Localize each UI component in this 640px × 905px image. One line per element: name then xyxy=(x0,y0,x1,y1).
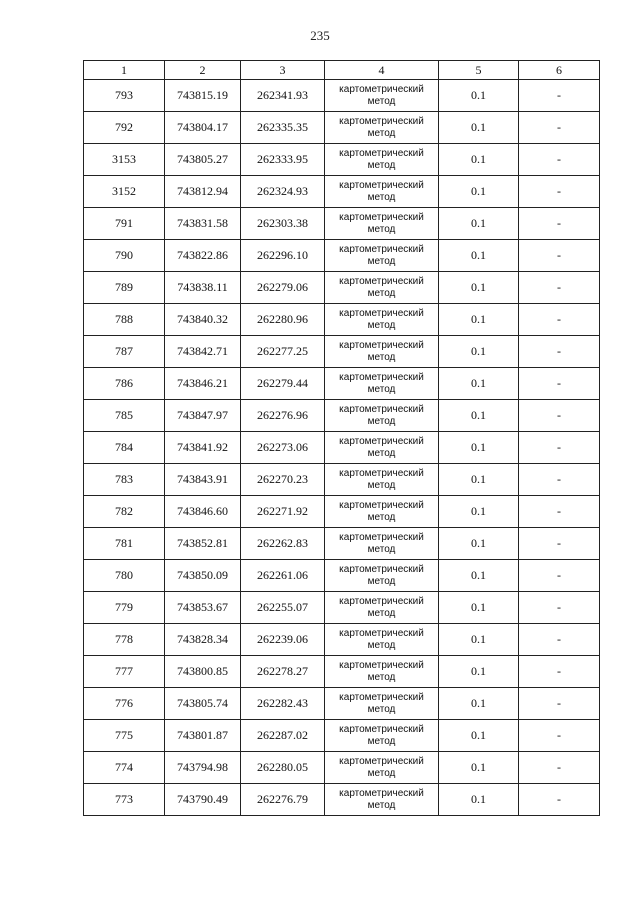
note-cell: - xyxy=(519,304,600,336)
accuracy-cell: 0.1 xyxy=(439,464,519,496)
y-coordinate-cell: 262273.06 xyxy=(241,432,325,464)
x-coordinate-cell: 743852.81 xyxy=(165,528,241,560)
x-coordinate-cell: 743847.97 xyxy=(165,400,241,432)
method-cell: картометрический метод xyxy=(325,112,439,144)
x-coordinate-cell: 743853.67 xyxy=(165,592,241,624)
point-number-cell: 792 xyxy=(84,112,165,144)
y-coordinate-cell: 262270.23 xyxy=(241,464,325,496)
note-cell: - xyxy=(519,176,600,208)
table-row xyxy=(84,112,600,144)
y-coordinate-cell: 262303.38 xyxy=(241,208,325,240)
y-coordinate-cell: 262276.96 xyxy=(241,400,325,432)
accuracy-cell: 0.1 xyxy=(439,560,519,592)
note-cell: - xyxy=(519,144,600,176)
method-cell: картометрический метод xyxy=(325,720,439,752)
method-cell: картометрический метод xyxy=(325,176,439,208)
table-header xyxy=(84,61,600,80)
page-number: 235 xyxy=(310,28,330,43)
point-number-cell: 793 xyxy=(84,80,165,112)
note-cell: - xyxy=(519,720,600,752)
y-coordinate-cell: 262278.27 xyxy=(241,656,325,688)
y-coordinate-cell: 262341.93 xyxy=(241,80,325,112)
point-number-cell: 783 xyxy=(84,464,165,496)
y-coordinate-cell: 262333.95 xyxy=(241,144,325,176)
note-cell: - xyxy=(519,112,600,144)
table-row xyxy=(84,464,600,496)
point-number-cell: 773 xyxy=(84,784,165,816)
x-coordinate-cell: 743841.92 xyxy=(165,432,241,464)
y-coordinate-cell: 262287.02 xyxy=(241,720,325,752)
point-number-cell: 788 xyxy=(84,304,165,336)
table-row xyxy=(84,624,600,656)
accuracy-cell: 0.1 xyxy=(439,688,519,720)
point-number-cell: 777 xyxy=(84,656,165,688)
method-cell: картометрический метод xyxy=(325,464,439,496)
accuracy-cell: 0.1 xyxy=(439,624,519,656)
note-cell: - xyxy=(519,240,600,272)
accuracy-cell: 0.1 xyxy=(439,208,519,240)
point-number-cell: 774 xyxy=(84,752,165,784)
table-row xyxy=(84,432,600,464)
note-cell: - xyxy=(519,368,600,400)
table-row xyxy=(84,144,600,176)
table-row xyxy=(84,368,600,400)
accuracy-cell: 0.1 xyxy=(439,80,519,112)
point-number-cell: 790 xyxy=(84,240,165,272)
point-number-cell: 775 xyxy=(84,720,165,752)
accuracy-cell: 0.1 xyxy=(439,720,519,752)
point-number-cell: 3153 xyxy=(84,144,165,176)
point-number-cell: 787 xyxy=(84,336,165,368)
y-coordinate-cell: 262279.06 xyxy=(241,272,325,304)
accuracy-cell: 0.1 xyxy=(439,752,519,784)
method-cell: картометрический метод xyxy=(325,528,439,560)
table-row xyxy=(84,720,600,752)
method-cell: картометрический метод xyxy=(325,208,439,240)
method-cell: картометрический метод xyxy=(325,400,439,432)
note-cell: - xyxy=(519,528,600,560)
note-cell: - xyxy=(519,464,600,496)
accuracy-cell: 0.1 xyxy=(439,496,519,528)
point-number-cell: 3152 xyxy=(84,176,165,208)
method-cell: картометрический метод xyxy=(325,784,439,816)
accuracy-cell: 0.1 xyxy=(439,528,519,560)
x-coordinate-cell: 743846.60 xyxy=(165,496,241,528)
note-cell: - xyxy=(519,624,600,656)
table-row xyxy=(84,752,600,784)
method-cell: картометрический метод xyxy=(325,368,439,400)
x-coordinate-cell: 743805.27 xyxy=(165,144,241,176)
method-cell: картометрический метод xyxy=(325,80,439,112)
point-number-cell: 776 xyxy=(84,688,165,720)
coordinates-table xyxy=(83,60,600,816)
header-cell-4: 4 xyxy=(325,61,439,80)
accuracy-cell: 0.1 xyxy=(439,656,519,688)
x-coordinate-cell: 743805.74 xyxy=(165,688,241,720)
accuracy-cell: 0.1 xyxy=(439,304,519,336)
method-cell: картометрический метод xyxy=(325,688,439,720)
table-row xyxy=(84,496,600,528)
x-coordinate-cell: 743838.11 xyxy=(165,272,241,304)
note-cell: - xyxy=(519,272,600,304)
table-row xyxy=(84,272,600,304)
method-cell: картометрический метод xyxy=(325,624,439,656)
method-cell: картометрический метод xyxy=(325,336,439,368)
y-coordinate-cell: 262271.92 xyxy=(241,496,325,528)
x-coordinate-cell: 743840.32 xyxy=(165,304,241,336)
point-number-cell: 789 xyxy=(84,272,165,304)
y-coordinate-cell: 262276.79 xyxy=(241,784,325,816)
table-row xyxy=(84,592,600,624)
method-cell: картометрический метод xyxy=(325,144,439,176)
point-number-cell: 782 xyxy=(84,496,165,528)
x-coordinate-cell: 743794.98 xyxy=(165,752,241,784)
method-cell: картометрический метод xyxy=(325,272,439,304)
y-coordinate-cell: 262282.43 xyxy=(241,688,325,720)
x-coordinate-cell: 743842.71 xyxy=(165,336,241,368)
point-number-cell: 781 xyxy=(84,528,165,560)
note-cell: - xyxy=(519,208,600,240)
accuracy-cell: 0.1 xyxy=(439,144,519,176)
header-cell-3: 3 xyxy=(241,61,325,80)
accuracy-cell: 0.1 xyxy=(439,272,519,304)
table-row xyxy=(84,240,600,272)
note-cell: - xyxy=(519,592,600,624)
accuracy-cell: 0.1 xyxy=(439,432,519,464)
x-coordinate-cell: 743812.94 xyxy=(165,176,241,208)
method-cell: картометрический метод xyxy=(325,240,439,272)
point-number-cell: 784 xyxy=(84,432,165,464)
note-cell: - xyxy=(519,752,600,784)
point-number-cell: 779 xyxy=(84,592,165,624)
table-row xyxy=(84,176,600,208)
point-number-cell: 791 xyxy=(84,208,165,240)
method-cell: картометрический метод xyxy=(325,656,439,688)
table-row xyxy=(84,688,600,720)
method-cell: картометрический метод xyxy=(325,496,439,528)
note-cell: - xyxy=(519,400,600,432)
table-row xyxy=(84,656,600,688)
x-coordinate-cell: 743815.19 xyxy=(165,80,241,112)
header-cell-1: 1 xyxy=(84,61,165,80)
table-row xyxy=(84,560,600,592)
point-number-cell: 786 xyxy=(84,368,165,400)
x-coordinate-cell: 743828.34 xyxy=(165,624,241,656)
header-cell-2: 2 xyxy=(165,61,241,80)
method-cell: картометрический метод xyxy=(325,560,439,592)
y-coordinate-cell: 262261.06 xyxy=(241,560,325,592)
y-coordinate-cell: 262262.83 xyxy=(241,528,325,560)
x-coordinate-cell: 743850.09 xyxy=(165,560,241,592)
y-coordinate-cell: 262296.10 xyxy=(241,240,325,272)
note-cell: - xyxy=(519,656,600,688)
accuracy-cell: 0.1 xyxy=(439,784,519,816)
note-cell: - xyxy=(519,80,600,112)
method-cell: картометрический метод xyxy=(325,432,439,464)
table-row xyxy=(84,208,600,240)
y-coordinate-cell: 262239.06 xyxy=(241,624,325,656)
accuracy-cell: 0.1 xyxy=(439,176,519,208)
accuracy-cell: 0.1 xyxy=(439,336,519,368)
header-cell-5: 5 xyxy=(439,61,519,80)
x-coordinate-cell: 743843.91 xyxy=(165,464,241,496)
accuracy-cell: 0.1 xyxy=(439,240,519,272)
x-coordinate-cell: 743822.86 xyxy=(165,240,241,272)
point-number-cell: 785 xyxy=(84,400,165,432)
point-number-cell: 780 xyxy=(84,560,165,592)
accuracy-cell: 0.1 xyxy=(439,400,519,432)
y-coordinate-cell: 262335.35 xyxy=(241,112,325,144)
table-row xyxy=(84,336,600,368)
y-coordinate-cell: 262277.25 xyxy=(241,336,325,368)
x-coordinate-cell: 743804.17 xyxy=(165,112,241,144)
x-coordinate-cell: 743831.58 xyxy=(165,208,241,240)
accuracy-cell: 0.1 xyxy=(439,112,519,144)
y-coordinate-cell: 262280.05 xyxy=(241,752,325,784)
method-cell: картометрический метод xyxy=(325,752,439,784)
x-coordinate-cell: 743801.87 xyxy=(165,720,241,752)
header-row xyxy=(84,61,600,80)
y-coordinate-cell: 262279.44 xyxy=(241,368,325,400)
method-cell: картометрический метод xyxy=(325,304,439,336)
table-body xyxy=(84,80,600,816)
point-number-cell: 778 xyxy=(84,624,165,656)
table-row xyxy=(84,528,600,560)
method-cell: картометрический метод xyxy=(325,592,439,624)
y-coordinate-cell: 262280.96 xyxy=(241,304,325,336)
table-row xyxy=(84,80,600,112)
table-row xyxy=(84,400,600,432)
table-row xyxy=(84,784,600,816)
table-row xyxy=(84,304,600,336)
note-cell: - xyxy=(519,496,600,528)
x-coordinate-cell: 743800.85 xyxy=(165,656,241,688)
header-cell-6: 6 xyxy=(519,61,600,80)
y-coordinate-cell: 262324.93 xyxy=(241,176,325,208)
x-coordinate-cell: 743846.21 xyxy=(165,368,241,400)
accuracy-cell: 0.1 xyxy=(439,368,519,400)
y-coordinate-cell: 262255.07 xyxy=(241,592,325,624)
note-cell: - xyxy=(519,784,600,816)
note-cell: - xyxy=(519,560,600,592)
note-cell: - xyxy=(519,688,600,720)
note-cell: - xyxy=(519,336,600,368)
accuracy-cell: 0.1 xyxy=(439,592,519,624)
note-cell: - xyxy=(519,432,600,464)
x-coordinate-cell: 743790.49 xyxy=(165,784,241,816)
